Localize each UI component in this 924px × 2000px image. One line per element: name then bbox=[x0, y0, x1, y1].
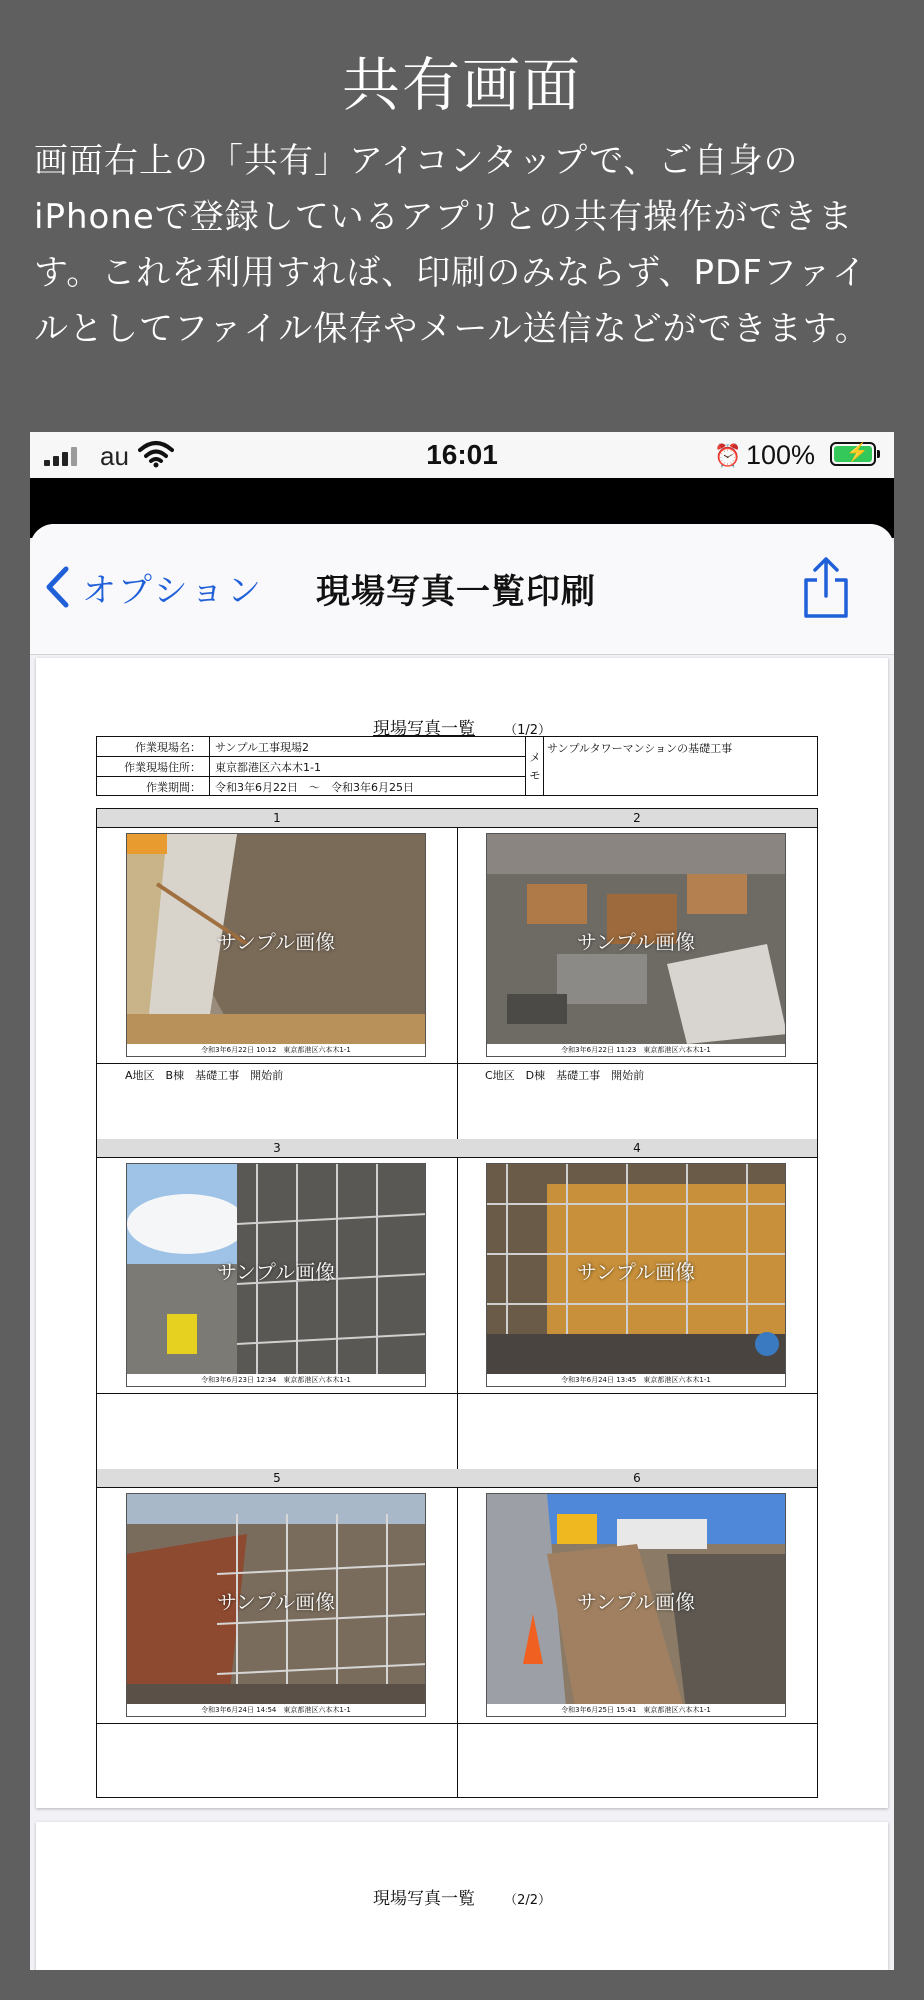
print-preview-sheet bbox=[30, 524, 894, 1970]
photo-number: 6 bbox=[457, 1469, 817, 1488]
photo-cell-5 bbox=[97, 1469, 457, 1799]
page-indicator: （1/2） bbox=[504, 723, 552, 738]
share-icon[interactable] bbox=[796, 554, 856, 620]
site-photo bbox=[486, 833, 786, 1057]
period-value: 令和3年6月22日 ～ 令和3年6月25日 bbox=[215, 781, 414, 794]
page-title: 現場写真一覧印刷 bbox=[316, 572, 596, 612]
site-name-label: 作業現場名： bbox=[135, 741, 201, 754]
document-title-text: 現場写真一覧 bbox=[372, 719, 475, 739]
battery-percent: 100% bbox=[746, 440, 816, 470]
page-indicator: （2/2） bbox=[504, 1893, 552, 1908]
chevron-left-icon bbox=[44, 565, 70, 609]
alarm-icon: ⏰ bbox=[714, 443, 742, 468]
site-photo bbox=[126, 833, 426, 1057]
photo-number: 5 bbox=[97, 1469, 457, 1488]
period-label: 作業期間： bbox=[146, 781, 201, 794]
photo-number: 4 bbox=[457, 1139, 817, 1158]
photo-cell-6 bbox=[457, 1469, 817, 1799]
memo-label: メモ bbox=[529, 751, 541, 782]
site-info-table bbox=[96, 736, 818, 796]
photo-note: A地区 B棟 基礎工事 開始前 bbox=[125, 1069, 284, 1082]
document-title-text: 現場写真一覧 bbox=[372, 1889, 475, 1909]
photo-watermark: サンプル画像 bbox=[216, 930, 336, 954]
memo-value: サンプルタワーマンションの基礎工事 bbox=[547, 742, 733, 755]
document-title bbox=[36, 1884, 888, 1909]
photo-watermark: サンプル画像 bbox=[576, 1260, 696, 1284]
photo-watermark: サンプル画像 bbox=[216, 1260, 336, 1284]
status-bar bbox=[30, 432, 894, 478]
photo-note: C地区 D棟 基礎工事 開始前 bbox=[485, 1069, 645, 1082]
photo-number: 1 bbox=[97, 809, 457, 828]
address-label: 作業現場住所： bbox=[124, 761, 201, 774]
carrier-label: au bbox=[100, 441, 129, 471]
document-page-2 bbox=[36, 1822, 888, 1970]
promo-title: 共有画面 bbox=[341, 51, 582, 119]
site-photo bbox=[126, 1493, 426, 1717]
site-photo bbox=[486, 1493, 786, 1717]
photo-watermark: サンプル画像 bbox=[576, 930, 696, 954]
battery-icon bbox=[830, 442, 876, 466]
site-photo bbox=[126, 1163, 426, 1387]
charging-bolt-icon: ⚡ bbox=[846, 442, 869, 462]
photo-number: 3 bbox=[97, 1139, 457, 1158]
photo-caption: 令和3年6月22日 10:12 東京都港区六本木1-1 bbox=[127, 1044, 425, 1056]
document-page-1 bbox=[36, 658, 888, 1808]
navigation-bar bbox=[30, 524, 894, 655]
promo-description: 画面右上の「共有」アイコンタップで、ご自身のiPhoneで登録しているアプリとの共有操作ができます。これを利用すれば、印刷のみならず、PDFファイルとしてファイル保存やメール送信などができます。 bbox=[34, 141, 870, 349]
photo-cell-2 bbox=[457, 809, 817, 1139]
status-time: 16:01 bbox=[426, 439, 498, 470]
photo-cell-4 bbox=[457, 1139, 817, 1469]
photo-cell-3 bbox=[97, 1139, 457, 1469]
photo-caption: 令和3年6月22日 11:23 東京都港区六本木1-1 bbox=[487, 1044, 785, 1056]
photo-number: 2 bbox=[457, 809, 817, 828]
site-photo bbox=[486, 1163, 786, 1387]
phone-screen bbox=[30, 432, 894, 1970]
site-name-value: サンプル工事現場2 bbox=[215, 741, 310, 754]
back-button-label: オプション bbox=[82, 570, 264, 611]
photo-cell-1 bbox=[97, 809, 457, 1139]
back-button[interactable] bbox=[44, 562, 264, 612]
photo-caption: 令和3年6月24日 14:54 東京都港区六本木1-1 bbox=[127, 1704, 425, 1716]
photo-caption: 令和3年6月23日 12:34 東京都港区六本木1-1 bbox=[127, 1374, 425, 1386]
address-value: 東京都港区六本木1-1 bbox=[215, 761, 321, 774]
photo-watermark: サンプル画像 bbox=[576, 1590, 696, 1614]
photo-grid bbox=[96, 808, 818, 1798]
photo-caption: 令和3年6月24日 13:45 東京都港区六本木1-1 bbox=[487, 1374, 785, 1386]
photo-caption: 令和3年6月25日 15:41 東京都港区六本木1-1 bbox=[487, 1704, 785, 1716]
photo-watermark: サンプル画像 bbox=[216, 1590, 336, 1614]
